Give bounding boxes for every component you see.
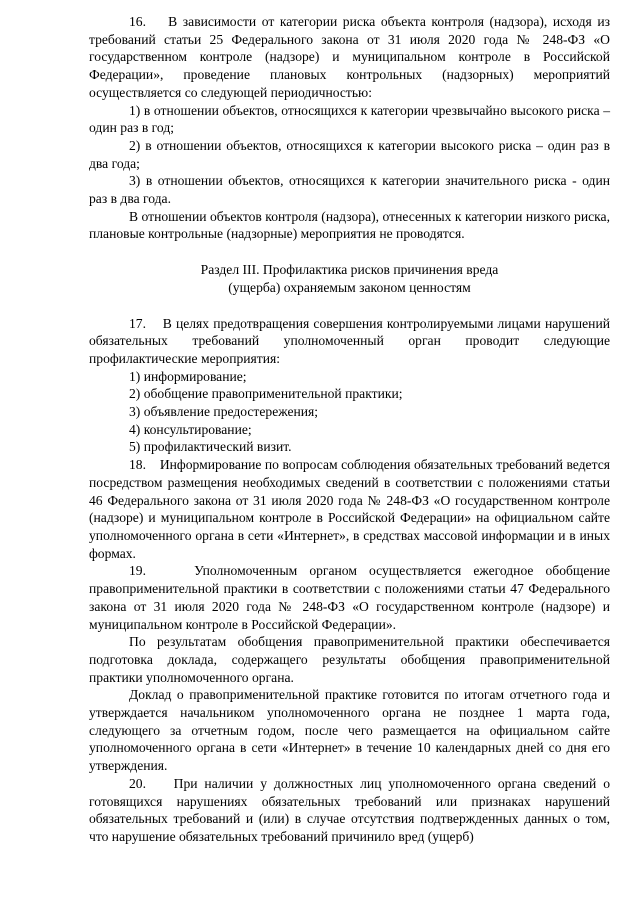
list-item: 3) в отношении объектов, относящихся к категории значительного риска - один раз в два года.	[89, 173, 610, 207]
paragraph-19-report: Доклад о правоприменительной практике готовится по итогам отчетного года и утверждается начальником уполномоченного органа не позднее 1 марта года, следующего за отчетным годом, после чего размещается на официальном сайте уполномоченного органа в сети «Интернет» в течение 10 календарных дней со дня его утверждения.	[89, 687, 610, 774]
paragraph-19-results: По результатам обобщения правоприменительной практики обеспечивается подготовка доклада, содержащего результаты обобщения правоприменительной практики уполномоченного органа.	[89, 634, 610, 685]
list-item: 1) информирование;	[129, 368, 247, 384]
section-heading-line: (ущерба) охраняемым законом ценностям	[228, 279, 471, 295]
document-body	[89, 13, 610, 846]
list-item: 5) профилактический визит.	[129, 439, 292, 455]
list-item: 4) консультирование;	[129, 421, 252, 437]
paragraph-16: 16. В зависимости от категории риска объекта контроля (надзора), исходя из требований статьи 25 Федерального закона от 31 июля 2020 года № 248-ФЗ «О государственном контроле (надзоре) и муниципальном контроле в Российской Федерации», проведение плановых контрольных (надзорных) мероприятий осуществляется со следующей периодичностью:	[89, 14, 610, 100]
section-heading	[89, 261, 610, 296]
list-item: 2) обобщение правоприменительной практики;	[129, 386, 403, 402]
paragraph-17: 17. В целях предотвращения совершения контролируемыми лицами нарушений обязательных требований уполномоченный орган проводит следующие профилактические мероприятия:	[89, 315, 610, 366]
paragraph-low-risk: В отношении объектов контроля (надзора), отнесенных к категории низкого риска, плановые контрольные (надзорные) мероприятия не проводятся.	[89, 208, 610, 242]
list-item: 2) в отношении объектов, относящихся к категории высокого риска – один раз в два года;	[89, 137, 610, 171]
list-item: 1) в отношении объектов, относящихся к категории чрезвычайно высокого риска – один раз в год;	[89, 102, 610, 136]
paragraph-18: 18. Информирование по вопросам соблюдения обязательных требований ведется посредством размещения необходимых сведений в соответствии с положениями статьи 46 Федерального закона от 31 июля 2020 года № 248-ФЗ «О государственном контроле (надзоре) и муниципальном контроле в Российской Федерации» на официальном сайте уполномоченного органа в сети «Интернет», в средствах массовой информации и в иных формах.	[89, 457, 610, 561]
paragraph-20: 20. При наличии у должностных лиц уполномоченного органа сведений о готовящихся нарушениях обязательных требований или признаках нарушений обязательных требований и (или) в случае отсутствия подтвержденных данных о том, что нарушение обязательных требований причинило вред (ущерб)	[89, 775, 610, 844]
list-item: 3) объявление предостережения;	[129, 404, 319, 420]
section-heading-line: Раздел III. Профилактика рисков причинения вреда	[200, 262, 499, 278]
paragraph-19: 19. Уполномоченным органом осуществляется ежегодное обобщение правоприменительной практики в соответствии с положениями статьи 47 Федерального закона от 31 июля 2020 года № 248-ФЗ «О государственном контроле (надзоре) и муниципальном контроле в Российской Федерации».	[89, 563, 610, 632]
